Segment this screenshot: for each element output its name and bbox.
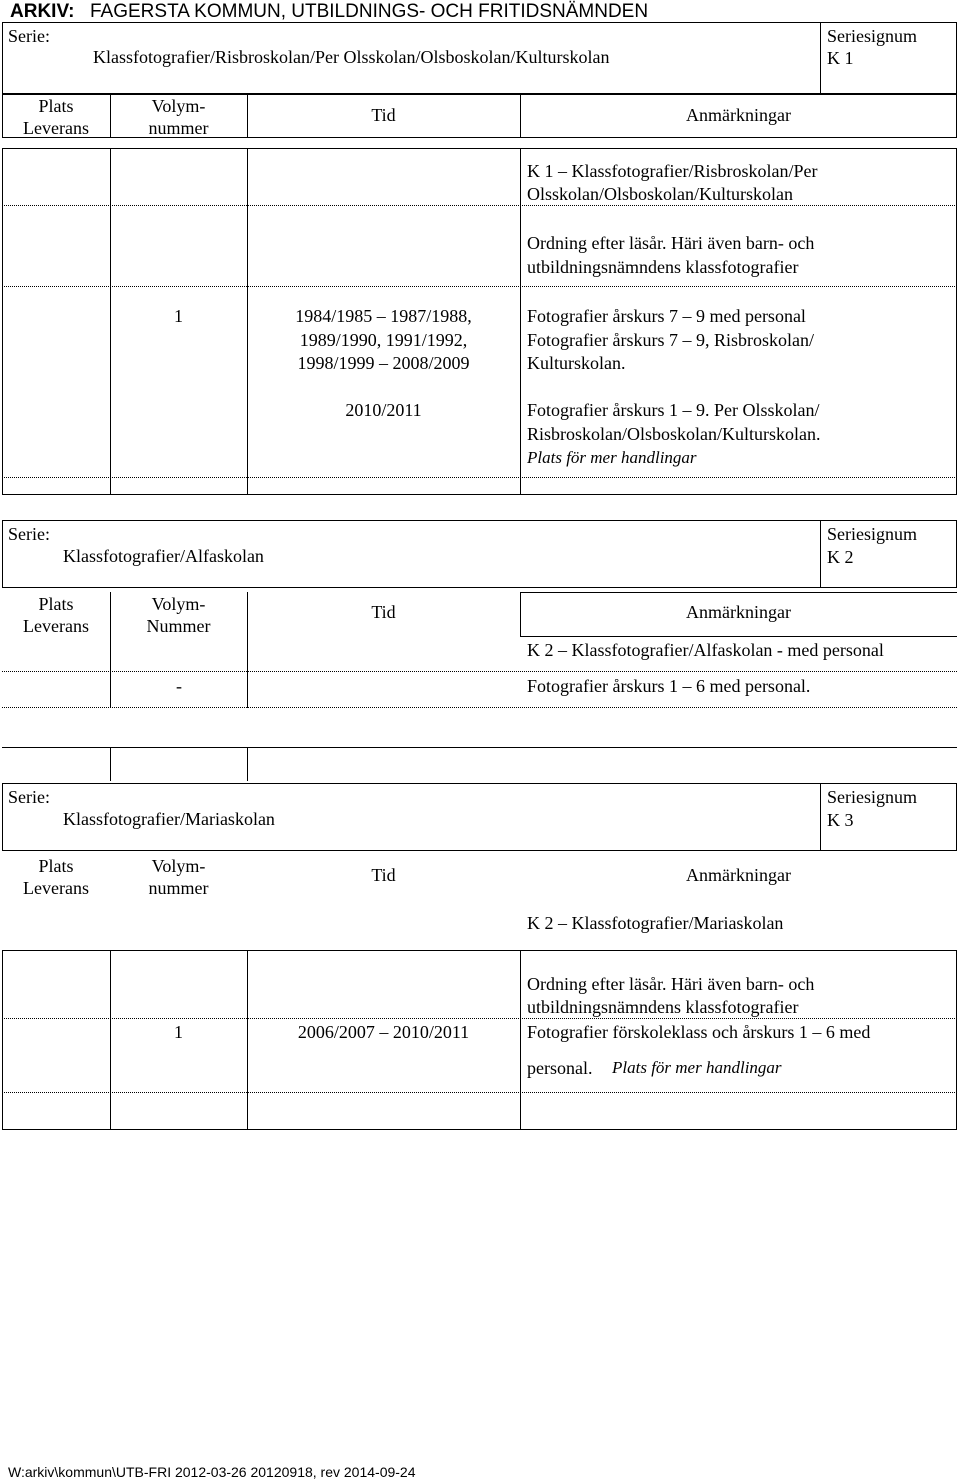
col-anmarkningar: Anmärkningar xyxy=(686,865,791,885)
arkiv-label: ARKIV: xyxy=(10,1,75,22)
footer-path: W:arkiv\kommun\UTB-FRI 2012-03-26 20120918, rev 2014-09-24 xyxy=(8,1464,416,1480)
seriesignum-value: K 1 xyxy=(827,48,854,68)
more-records-note: Plats för mer handlingar xyxy=(527,448,697,467)
seriesignum-label: Seriesignum xyxy=(827,524,917,544)
col-anmarkningar: Anmärkningar xyxy=(686,602,791,622)
more-records-note: Plats för mer handlingar xyxy=(612,1058,782,1077)
arkiv-title: FAGERSTA KOMMUN, UTBILDNINGS- OCH FRITIDSNÄMNDEN xyxy=(90,1,649,22)
series-title: Klassfotografier/Risbroskolan/Per Olsskolan/Olsboskolan/Kulturskolan xyxy=(93,47,610,67)
col-leverans: Leverans xyxy=(23,118,89,138)
series-title: Klassfotografier/Alfaskolan xyxy=(63,546,264,566)
tid-line4: 2010/2011 xyxy=(345,400,422,420)
col-volym: Volym- xyxy=(151,96,206,116)
volume-number: 1 xyxy=(174,306,183,326)
entry-title-line1: K 1 – Klassfotografier/Risbroskolan/Per xyxy=(527,161,818,181)
col-nummer: nummer xyxy=(148,118,209,138)
col-anmarkningar: Anmärkningar xyxy=(686,105,791,125)
seriesignum-label: Seriesignum xyxy=(827,26,917,46)
col-tid: Tid xyxy=(371,105,396,125)
seriesignum-value: K 2 xyxy=(827,547,854,567)
serie-label: Serie: xyxy=(8,26,50,46)
col-volym: Volym- xyxy=(151,856,206,876)
col-nummer: nummer xyxy=(148,878,209,898)
note-line1: Fotografier årskurs 7 – 9 med personal xyxy=(527,306,806,326)
tid-line1: 1984/1985 – 1987/1988, xyxy=(295,306,472,326)
serie-label: Serie: xyxy=(8,524,50,544)
note-line3: Kulturskolan. xyxy=(527,353,626,373)
volume-number: - xyxy=(176,676,182,696)
seriesignum-label: Seriesignum xyxy=(827,787,917,807)
note-line2: Fotografier årskurs 7 – 9, Risbroskolan/ xyxy=(527,330,814,350)
col-plats: Plats xyxy=(38,594,74,614)
serie-label: Serie: xyxy=(8,787,50,807)
volume-number: 1 xyxy=(174,1022,183,1042)
col-volym: Volym- xyxy=(151,594,206,614)
col-tid: Tid xyxy=(371,602,396,622)
order-note-line2: utbildningsnämndens klassfotografier xyxy=(527,997,799,1017)
col-plats: Plats xyxy=(38,96,74,116)
col-nummer: Nummer xyxy=(146,616,211,636)
entry-title-line2: Olsskolan/Olsboskolan/Kulturskolan xyxy=(527,184,793,204)
order-note-line1: Ordning efter läsår. Häri även barn- och xyxy=(527,974,815,994)
tid-line1: 2006/2007 – 2010/2011 xyxy=(297,1022,470,1042)
note-line1: Fotografier årskurs 1 – 6 med personal. xyxy=(527,676,811,696)
order-note-line2: utbildningsnämndens klassfotografier xyxy=(527,257,799,277)
col-plats: Plats xyxy=(38,856,74,876)
note-line4: Fotografier årskurs 1 – 9. Per Olsskolan/ xyxy=(527,400,820,420)
order-note-line1: Ordning efter läsår. Häri även barn- och xyxy=(527,233,815,253)
col-leverans: Leverans xyxy=(23,878,89,898)
note-line5: Risbroskolan/Olsboskolan/Kulturskolan. xyxy=(527,424,821,444)
note-line1: Fotografier förskoleklass och årskurs 1 – 6 med xyxy=(527,1022,871,1042)
tid-line2: 1989/1990, 1991/1992, xyxy=(299,330,468,350)
entry-title: K 2 – Klassfotografier/Alfaskolan - med personal xyxy=(527,640,884,660)
note-line2: personal. xyxy=(527,1058,593,1078)
entry-title: K 2 – Klassfotografier/Mariaskolan xyxy=(527,913,784,933)
col-leverans: Leverans xyxy=(23,616,89,636)
col-tid: Tid xyxy=(371,865,396,885)
seriesignum-value: K 3 xyxy=(827,810,854,830)
series-title: Klassfotografier/Mariaskolan xyxy=(63,809,275,829)
tid-line3: 1998/1999 – 2008/2009 xyxy=(297,353,470,373)
